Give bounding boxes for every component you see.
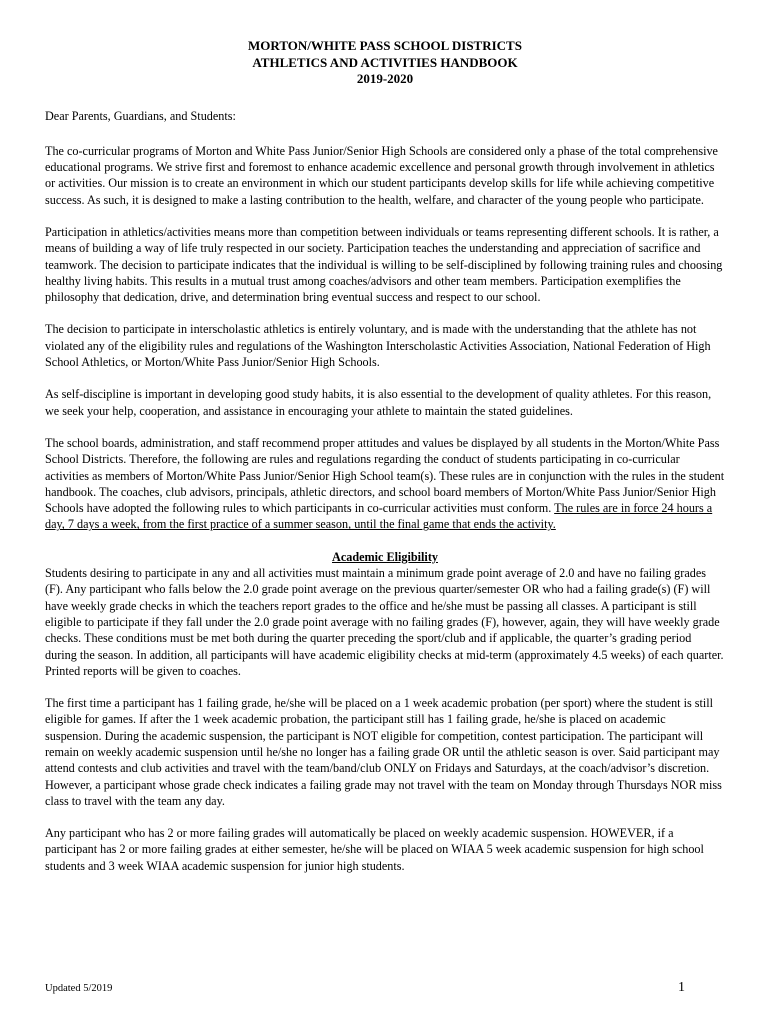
- academic-eligibility-heading: Academic Eligibility: [332, 549, 438, 564]
- document-title: [45, 38, 725, 88]
- self-discipline-paragraph: As self-discipline is important in developing good study habits, it is also essential to the development of quality athletes. For this reason, we seek your help, cooperation, and assistance in encouraging your athlete to maintain the stated guidelines.: [45, 387, 712, 418]
- academic-paragraph-gpa: Students desiring to participate in any and all activities must maintain a minimum grade point average of 2.0 and have no failing grades (F). Any participant who falls below the 2.0 grade point average on the previous quarter/semester OR who had a failing grade(s) (F) will have weekly grade checks in which the teachers report grades to the office and he/she must be passing all classes. A participant is still eligible to participate if they fall under the 2.0 grade point average with no failing grades (F), however, again, they will have weekly grade checks. These conditions must be met both during the quarter preceding the sport/club and if applicable, the quarter’s grading period during the season. In addition, all participants will have academic eligibility checks at mid-term (approximately 4.5 weeks) of each quarter. Printed reports will be given to coaches.: [45, 566, 724, 678]
- title-line-year: 2019-2020: [356, 71, 414, 86]
- academic-paragraph-multiple-failing: Any participant who has 2 or more failing grades will automatically be placed on weekly academic suspension. HOWEVER, if a participant has 2 or more failing grades at either semester, he/she will be placed on WIAA 5 week academic suspension for high school students and 3 week WIAA academic suspension for junior high students.: [45, 826, 704, 873]
- document-page: [45, 38, 725, 890]
- voluntary-paragraph: The decision to participate in interscholastic athletics is entirely voluntary, and is made with the understanding that the athlete has not violated any of the eligibility rules and regulations of the Washington Interscholastic Activities Association, National Federation of High School Athletics, or Morton/White Pass Junior/Senior High Schools.: [45, 322, 711, 370]
- academic-paragraph-first-failing: The first time a participant has 1 failing grade, he/she will be placed on a 1 week academic probation (per sport) where the student is still eligible for games. If after the 1 week academic probation, the participant still has 1 failing grade, he/she is placed on academic suspension. During the academic suspension, the participant is NOT eligible for competition, contest participation. The participant will remain on weekly academic suspension until he/she no longer has a failing grade OR until the athletic season is over. Said participant may attend contests and club activities and travel with the team/band/club ONLY on Fridays and Saturdays, at the coach/advisor’s discretion. However, a participant whose grade check indicates a failing grade may not travel with the team on Monday through Thursdays NOR miss class to travel with the team any day.: [45, 696, 722, 808]
- footer-updated: Updated 5/2019: [45, 983, 113, 994]
- rules-paragraph: [45, 435, 725, 533]
- rules-text: The school boards, administration, and staff recommend proper attitudes and values be displayed by all students in the Morton/White Pass School Districts. Therefore, the following are rules and regulations regarding the conduct of students participating in co-curricular activities as members of Morton/White Pass Junior/Senior High School team(s). These rules are in conjunction with the rules in the student handbook. The coaches, club advisors, principals, athletic directors, and school board members of Morton/White Pass Junior/Senior High Schools have adopted the following rules to which participants in co-curricular activities must conform.: [45, 435, 725, 516]
- title-line-districts: MORTON/WHITE PASS SCHOOL DISTRICTS: [248, 38, 522, 53]
- page-number: 1: [678, 980, 685, 995]
- rules-underlined-text: The rules are in force 24 hours a day, 7 days a week, from the first practice of a summer season, until the final game that ends the activity.: [45, 501, 713, 532]
- greeting: Dear Parents, Guardians, and Students:: [45, 108, 236, 123]
- title-line-handbook: ATHLETICS AND ACTIVITIES HANDBOOK: [252, 54, 518, 70]
- participation-paragraph: Participation in athletics/activities means more than competition between individuals or teams representing different schools. It is rather, a means of building a way of life truly respected in our society. Participation teaches the understanding and appreciation of sacrifice and teamwork. The decision to participate indicates that the individual is willing to be self-disciplined by following training rules and choosing healthy living habits. This results in a mutual trust among coaches/advisors and other team members. Participation exemplifies the philosophy that dedication, drive, and determination bring eventual success and respect to our school.: [45, 224, 723, 305]
- intro-paragraph: The co-curricular programs of Morton and White Pass Junior/Senior High Schools are considered only a phase of the total comprehensive educational programs. We strive first and foremost to enhance academic excellence and personal growth through involvement in athletics or activities. Our mission is to create an environment in which our student participants develop skills for life while achieving competitive success. As such, it is designed to make a lasting contribution to the health, welfare, and character of the young people who participate.: [45, 143, 718, 207]
